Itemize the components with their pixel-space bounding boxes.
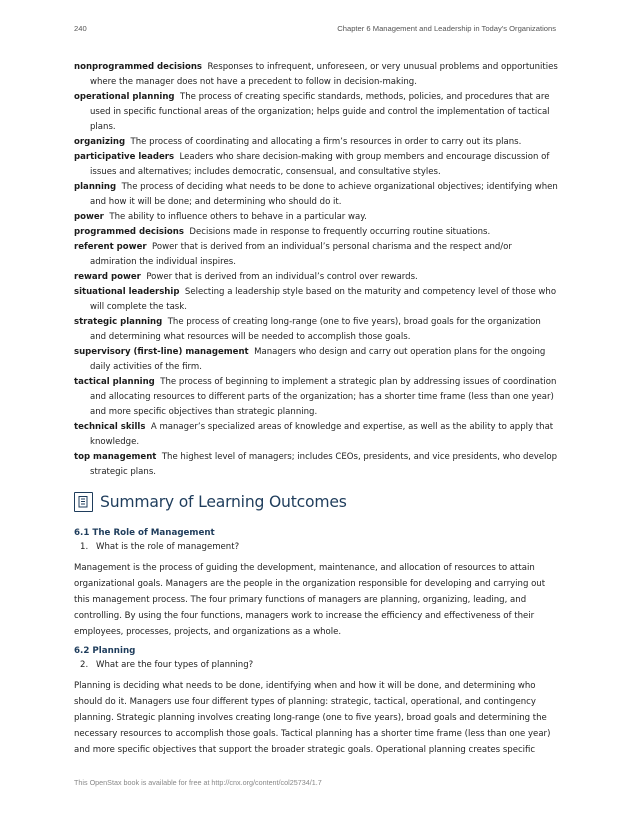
glossary-term: organizing xyxy=(74,137,126,147)
section-paragraph: Planning is deciding what needs to be done, identifying when and how it will be done, and determining who should do it. Managers use four different types of planning: strategic, tactical, operational, and contingency planning. Strategic planning involves creating long-range (one to five years), broad goals and determining the necessary resources to accomplish those goals. Tactical planning has a shorter time frame (less than one year) and more specific objectives that support the broader strategic goals. Operational planning creates specific xyxy=(74,681,551,755)
glossary-term: strategic planning xyxy=(74,317,163,327)
glossary-entry xyxy=(74,135,558,150)
glossary-list xyxy=(74,60,558,480)
glossary-definition: A manager’s specialized areas of knowledge and expertise, as well as the ability to apply that knowledge. xyxy=(90,422,554,447)
glossary-definition: The highest level of managers; includes CEOs, presidents, and vice presidents, who develop strategic plans. xyxy=(90,452,558,477)
glossary-entry xyxy=(74,60,558,90)
glossary-definition: Selecting a leadership style based on the maturity and competency level of those who will complete the task. xyxy=(90,287,557,312)
glossary-term: nonprogrammed decisions xyxy=(74,62,203,72)
glossary-entry xyxy=(74,180,558,210)
glossary-definition: The process of deciding what needs to be done to achieve organizational objectives; identifying when and how it will be done; and determining who should do it. xyxy=(90,182,558,207)
glossary-term: supervisory (first-line) management xyxy=(74,347,249,357)
section-heading: 6.1 The Role of Management xyxy=(74,528,215,538)
document-icon xyxy=(74,492,93,512)
glossary-term: planning xyxy=(74,182,117,192)
glossary-entry xyxy=(74,285,558,315)
page-footer: This OpenStax book is available for free at http://cnx.org/content/col25734/1.7 xyxy=(74,778,322,787)
glossary-entry xyxy=(74,225,558,240)
question-number: 2. xyxy=(80,660,89,670)
glossary-definition: Decisions made in response to frequently occurring routine situations. xyxy=(189,227,491,237)
glossary-term: reward power xyxy=(74,272,141,282)
glossary-term: programmed decisions xyxy=(74,227,184,237)
glossary-definition: Managers who design and carry out operation plans for the ongoing daily activities of the firm. xyxy=(90,347,546,372)
glossary-definition: The ability to influence others to behave in a particular way. xyxy=(109,212,367,222)
glossary-entry xyxy=(74,375,558,420)
glossary-entry xyxy=(74,240,558,270)
glossary-entry xyxy=(74,450,558,480)
glossary-term: tactical planning xyxy=(74,377,155,387)
review-question xyxy=(74,540,558,554)
section-paragraph: Management is the process of guiding the development, maintenance, and allocation of resources to attain organizational goals. Managers are the people in the organization responsible for developing and carrying out this management process. The four primary functions of managers are planning, organizing, leading, and controlling. By using the four functions, managers work to increase the efficiency and effectiveness of their employees, processes, projects, and organizations as a whole. xyxy=(74,563,546,637)
glossary-term: technical skills xyxy=(74,422,146,432)
glossary-entry xyxy=(74,315,558,345)
glossary-definition: The process of creating long-range (one to five years), broad goals for the organization and determining what resources will be needed to accomplish those goals. xyxy=(90,317,541,342)
glossary-definition: The process of beginning to implement a strategic plan by addressing issues of coordination and allocating resources to different parts of the organization; has a shorter time frame (less than one year) and more specific objectives than strategic planning. xyxy=(90,377,557,417)
summary-heading xyxy=(74,492,374,518)
glossary-term: situational leadership xyxy=(74,287,180,297)
question-text: What are the four types of planning? xyxy=(96,660,254,670)
glossary-entry xyxy=(74,90,558,135)
glossary-definition: Power that is derived from an individual’s personal charisma and the respect and/or admiration the individual inspires. xyxy=(90,242,512,267)
glossary-entry xyxy=(74,150,558,180)
glossary-entry xyxy=(74,420,558,450)
glossary-definition: The process of creating specific standards, methods, policies, and procedures that are used in specific functional areas of the organization; helps guide and control the implementation of tactical plans. xyxy=(90,92,550,132)
glossary-entry xyxy=(74,210,558,225)
glossary-entry xyxy=(74,345,558,375)
review-question xyxy=(74,658,558,672)
glossary-definition: Responses to infrequent, unforeseen, or very unusual problems and opportunities where the manager does not have a precedent to follow in decision-making. xyxy=(90,62,558,87)
glossary-term: participative leaders xyxy=(74,152,175,162)
summary-title: Summary of Learning Outcomes xyxy=(100,493,347,511)
glossary-term: top management xyxy=(74,452,157,462)
glossary-definition: The process of coordinating and allocating a firm’s resources in order to carry out its plans. xyxy=(130,137,522,147)
summary-section-6-2 xyxy=(74,644,558,758)
glossary-entry xyxy=(74,270,558,285)
question-text: What is the role of management? xyxy=(96,542,240,552)
glossary-term: operational planning xyxy=(74,92,175,102)
summary-section-6-1 xyxy=(74,526,558,640)
section-heading: 6.2 Planning xyxy=(74,646,136,656)
glossary-term: power xyxy=(74,212,104,222)
question-number: 1. xyxy=(80,542,89,552)
page-number: 240 xyxy=(74,24,87,33)
glossary-term: referent power xyxy=(74,242,147,252)
chapter-title: Chapter 6 Management and Leadership in Today's Organizations xyxy=(337,24,556,33)
glossary-definition: Power that is derived from an individual’s control over rewards. xyxy=(146,272,418,282)
page-header xyxy=(74,24,556,38)
glossary-definition: Leaders who share decision-making with group members and encourage discussion of issues and alternatives; includes democratic, consensual, and consultative styles. xyxy=(90,152,550,177)
